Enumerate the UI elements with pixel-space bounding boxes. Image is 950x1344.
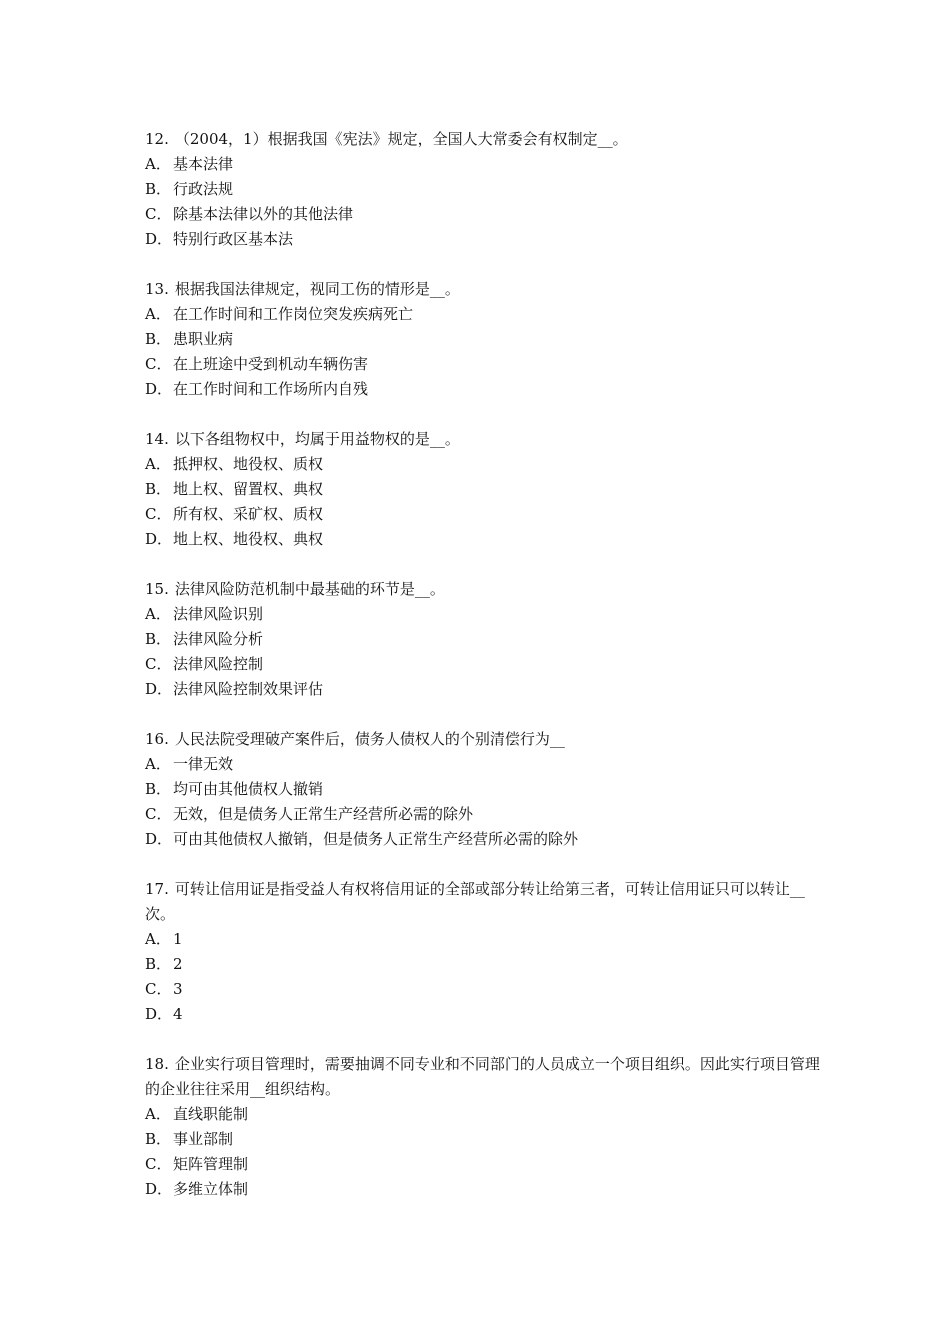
option-d <box>145 377 825 402</box>
option-letter: A． <box>145 755 171 773</box>
option-letter: B． <box>145 180 172 198</box>
option-c <box>145 352 825 377</box>
option-text: 多维立体制 <box>173 1180 249 1198</box>
option-letter: B． <box>145 955 172 973</box>
question-list <box>145 127 825 1227</box>
question-text: 人民法院受理破产案件后，债务人债权人的个别清偿行为__ <box>174 730 565 748</box>
option-letter: D． <box>145 230 173 248</box>
option-d <box>145 827 825 852</box>
option-text: 地上权、留置权、典权 <box>173 480 324 498</box>
option-b <box>145 177 825 202</box>
option-b <box>145 477 825 502</box>
question-14 <box>145 427 825 552</box>
option-b <box>145 327 825 352</box>
option-text: 患职业病 <box>173 330 234 348</box>
option-list <box>145 927 825 1027</box>
option-letter: C． <box>145 505 172 523</box>
option-c <box>145 1152 825 1177</box>
option-c <box>145 652 825 677</box>
option-letter: B． <box>145 630 172 648</box>
option-letter: A． <box>145 305 171 323</box>
question-stem <box>145 427 825 452</box>
question-text: 根据我国法律规定，视同工伤的情形是__。 <box>174 280 460 298</box>
option-text: 在工作时间和工作场所内自残 <box>173 380 369 398</box>
question-16 <box>145 727 825 852</box>
option-text: 在工作时间和工作岗位突发疾病死亡 <box>173 305 414 323</box>
question-12 <box>145 127 825 252</box>
option-b <box>145 952 825 977</box>
option-text: 2 <box>173 955 183 973</box>
option-text: 地上权、地役权、典权 <box>173 530 324 548</box>
option-text: 矩阵管理制 <box>173 1155 249 1173</box>
question-13 <box>145 277 825 402</box>
option-b <box>145 1127 825 1152</box>
option-letter: B． <box>145 780 172 798</box>
option-d <box>145 227 825 252</box>
option-list <box>145 1102 825 1202</box>
option-text: 法律风险控制效果评估 <box>173 680 324 698</box>
question-text: 法律风险防范机制中最基础的环节是__。 <box>174 580 445 598</box>
option-d <box>145 1002 825 1027</box>
option-text: 事业部制 <box>173 1130 234 1148</box>
option-a <box>145 752 825 777</box>
question-18 <box>145 1052 825 1202</box>
option-letter: B． <box>145 1130 172 1148</box>
question-stem <box>145 1052 825 1102</box>
question-text: 企业实行项目管理时，需要抽调不同专业和不同部门的人员成立一个项目组织。因此实行项目管理的企业往往采用__组织结构。 <box>145 1055 820 1098</box>
option-list <box>145 602 825 702</box>
option-list <box>145 152 825 252</box>
question-stem <box>145 127 825 152</box>
question-text: （2004，1）根据我国《宪法》规定，全国人大常委会有权制定__。 <box>174 130 628 148</box>
option-c <box>145 977 825 1002</box>
option-letter: A． <box>145 455 171 473</box>
question-17 <box>145 877 825 1027</box>
option-letter: C． <box>145 655 172 673</box>
option-letter: C． <box>145 205 172 223</box>
question-stem <box>145 727 825 752</box>
option-c <box>145 802 825 827</box>
option-text: 4 <box>173 1005 183 1023</box>
option-text: 除基本法律以外的其他法律 <box>173 205 354 223</box>
question-number: 13. <box>145 280 169 298</box>
option-letter: C． <box>145 980 172 998</box>
question-number: 12. <box>145 130 169 148</box>
question-text: 可转让信用证是指受益人有权将信用证的全部或部分转让给第三者，可转让信用证只可以转让__次。 <box>145 880 805 923</box>
option-text: 3 <box>173 980 183 998</box>
option-letter: A． <box>145 1105 171 1123</box>
option-letter: C． <box>145 355 172 373</box>
option-letter: D． <box>145 680 173 698</box>
option-letter: B． <box>145 480 172 498</box>
option-a <box>145 1102 825 1127</box>
option-a <box>145 302 825 327</box>
option-letter: D． <box>145 530 173 548</box>
option-text: 特别行政区基本法 <box>173 230 294 248</box>
option-text: 可由其他债权人撤销，但是债务人正常生产经营所必需的除外 <box>173 830 579 848</box>
option-list <box>145 452 825 552</box>
question-number: 16. <box>145 730 169 748</box>
option-text: 法律风险分析 <box>173 630 264 648</box>
question-stem <box>145 577 825 602</box>
option-text: 均可由其他债权人撤销 <box>173 780 324 798</box>
option-text: 无效，但是债务人正常生产经营所必需的除外 <box>173 805 474 823</box>
option-a <box>145 602 825 627</box>
option-a <box>145 152 825 177</box>
question-text: 以下各组物权中，均属于用益物权的是__。 <box>174 430 460 448</box>
option-letter: A． <box>145 605 171 623</box>
option-text: 抵押权、地役权、质权 <box>173 455 324 473</box>
option-letter: C． <box>145 1155 172 1173</box>
option-text: 所有权、采矿权、质权 <box>173 505 324 523</box>
option-letter: A． <box>145 155 171 173</box>
option-b <box>145 777 825 802</box>
option-text: 一律无效 <box>173 755 234 773</box>
option-letter: D． <box>145 1005 173 1023</box>
option-text: 基本法律 <box>173 155 234 173</box>
question-15 <box>145 577 825 702</box>
option-b <box>145 627 825 652</box>
option-text: 直线职能制 <box>173 1105 249 1123</box>
question-stem <box>145 277 825 302</box>
option-letter: D． <box>145 1180 173 1198</box>
question-number: 15. <box>145 580 169 598</box>
question-stem <box>145 877 825 927</box>
option-text: 法律风险识别 <box>173 605 264 623</box>
option-text: 行政法规 <box>173 180 234 198</box>
option-letter: A． <box>145 930 171 948</box>
option-text: 在上班途中受到机动车辆伤害 <box>173 355 369 373</box>
option-letter: B． <box>145 330 172 348</box>
question-number: 17. <box>145 880 169 898</box>
option-letter: C． <box>145 805 172 823</box>
option-a <box>145 452 825 477</box>
option-c <box>145 502 825 527</box>
option-text: 法律风险控制 <box>173 655 264 673</box>
option-c <box>145 202 825 227</box>
option-d <box>145 1177 825 1202</box>
question-number: 14. <box>145 430 169 448</box>
option-text: 1 <box>173 930 183 948</box>
option-letter: D． <box>145 830 173 848</box>
question-number: 18. <box>145 1055 169 1073</box>
option-d <box>145 527 825 552</box>
option-list <box>145 752 825 852</box>
option-d <box>145 677 825 702</box>
option-list <box>145 302 825 402</box>
option-a <box>145 927 825 952</box>
option-letter: D． <box>145 380 173 398</box>
